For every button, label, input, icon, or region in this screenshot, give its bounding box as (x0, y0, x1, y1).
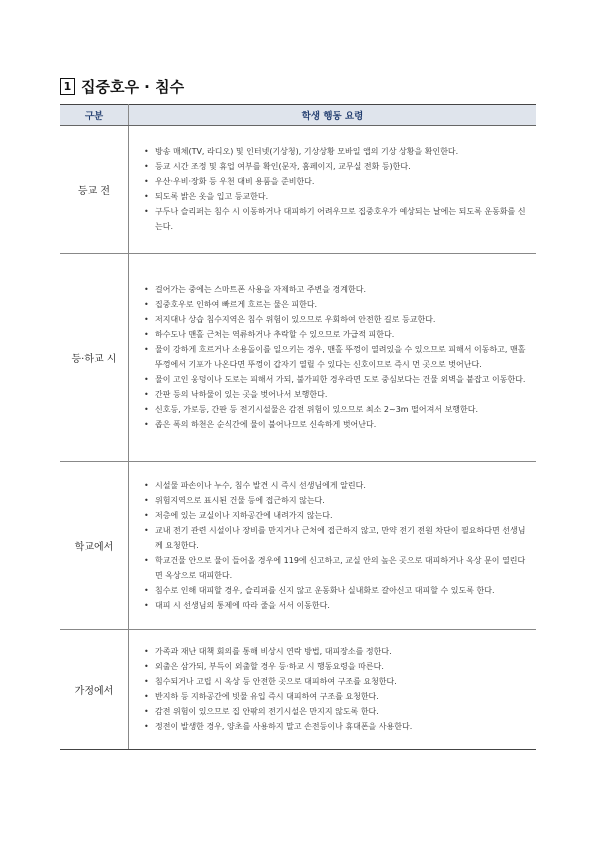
row-category: 등교 전 (60, 126, 129, 254)
header-category: 구분 (60, 105, 129, 126)
list-item: • 대피 시 선생님의 통제에 따라 줄을 서서 이동한다. (143, 598, 528, 613)
list-item: • 집중호우로 인하여 빠르게 흐르는 물은 피한다. (143, 297, 528, 312)
list-item: • 좁은 폭의 하천은 순식간에 물이 불어나므로 신속하게 벗어난다. (143, 417, 528, 432)
row-actions (129, 462, 537, 630)
section-number: 1 (60, 78, 75, 95)
list-item: • 저층에 있는 교실이나 지하공간에 내려가지 않는다. (143, 508, 528, 523)
row-actions (129, 254, 537, 462)
list-item: • 시설물 파손이나 누수, 침수 발견 시 즉시 선생님에게 알린다. (143, 478, 528, 493)
page-title (60, 76, 184, 97)
list-item: • 물이 고인 웅덩이나 도로는 피해서 가되, 불가피한 경우라면 도로 중심보다는 건물 외벽을 붙잡고 이동한다. (143, 372, 528, 387)
list-item: • 간판 등의 낙하물이 있는 곳을 벗어나서 보행한다. (143, 387, 528, 402)
action-list (129, 277, 536, 438)
table-row (60, 254, 536, 462)
list-item: • 되도록 밝은 옷을 입고 등교한다. (143, 189, 528, 204)
behavior-guide-table (60, 104, 536, 750)
list-item: • 물이 강하게 흐르거나 소용돌이를 일으키는 경우, 맨홀 뚜껑이 열려있을 수 있으므로 피해서 이동하고, 맨홀 뚜껑에서 기포가 나온다면 뚜껑이 갑자기 열릴 수 있다는 신호이므로 즉시 먼 곳으로 벗어난다. (143, 342, 528, 372)
list-item: • 우산·우비·장화 등 우천 대비 용품을 준비한다. (143, 174, 528, 189)
list-item: • 정전이 발생한 경우, 양초를 사용하지 말고 손전등이나 휴대폰을 사용한다. (143, 719, 528, 734)
list-item: • 구두나 슬리퍼는 침수 시 이동하거나 대피하기 어려우므로 집중호우가 예상되는 날에는 되도록 운동화를 신는다. (143, 204, 528, 234)
list-item: • 저지대나 상습 침수지역은 침수 위험이 있으므로 우회하여 안전한 길로 등교한다. (143, 312, 528, 327)
list-item: • 방송 매체(TV, 라디오) 및 인터넷(기상청), 기상상황 모바일 앱의 기상 상황을 확인한다. (143, 144, 528, 159)
row-category: 가정에서 (60, 630, 129, 750)
list-item: • 가족과 재난 대책 회의를 통해 비상시 연락 방법, 대피장소를 정한다. (143, 644, 528, 659)
action-list (129, 139, 536, 240)
table-row (60, 630, 536, 750)
list-item: • 감전 위험이 있으므로 집 안팎의 전기시설은 만지지 않도록 한다. (143, 704, 528, 719)
row-category: 학교에서 (60, 462, 129, 630)
list-item: • 신호등, 가로등, 간판 등 전기시설물은 감전 위험이 있으므로 최소 2~3m 떨어져서 보행한다. (143, 402, 528, 417)
list-item: • 교내 전기 관련 시설이나 장비를 만지거나 근처에 접근하지 않고, 만약 전기 전원 차단이 필요하다면 선생님께 요청한다. (143, 523, 528, 553)
list-item: • 하수도나 맨홀 근처는 역류하거나 추락할 수 있으므로 가급적 피한다. (143, 327, 528, 342)
action-list (129, 473, 536, 619)
list-item: • 위험지역으로 표시된 건물 등에 접근하지 않는다. (143, 493, 528, 508)
header-actions: 학생 행동 요령 (129, 105, 537, 126)
list-item: • 걸어가는 중에는 스마트폰 사용을 자제하고 주변을 경계한다. (143, 282, 528, 297)
table-row (60, 126, 536, 254)
table-header-row (60, 105, 536, 126)
list-item: • 등교 시간 조정 및 휴업 여부를 확인(문자, 홈페이지, 교무실 전화 등)한다. (143, 159, 528, 174)
action-list (129, 639, 536, 740)
table-row (60, 462, 536, 630)
list-item: • 침수로 인해 대피할 경우, 슬리퍼를 신지 않고 운동화나 실내화로 갈아신고 대피할 수 있도록 한다. (143, 583, 528, 598)
list-item: • 반지하 등 지하공간에 빗물 유입 즉시 대피하여 구조를 요청한다. (143, 689, 528, 704)
list-item: • 학교건물 안으로 물이 들어올 경우에 119에 신고하고, 교실 안의 높은 곳으로 대피하거나 옥상 문이 열린다면 옥상으로 대피한다. (143, 553, 528, 583)
row-actions (129, 126, 537, 254)
row-category: 등·하교 시 (60, 254, 129, 462)
list-item: • 외출은 삼가되, 부득이 외출할 경우 등·하교 시 행동요령을 따른다. (143, 659, 528, 674)
list-item: • 침수되거나 고립 시 옥상 등 안전한 곳으로 대피하여 구조를 요청한다. (143, 674, 528, 689)
section-title: 집중호우 · 침수 (81, 78, 185, 96)
row-actions (129, 630, 537, 750)
